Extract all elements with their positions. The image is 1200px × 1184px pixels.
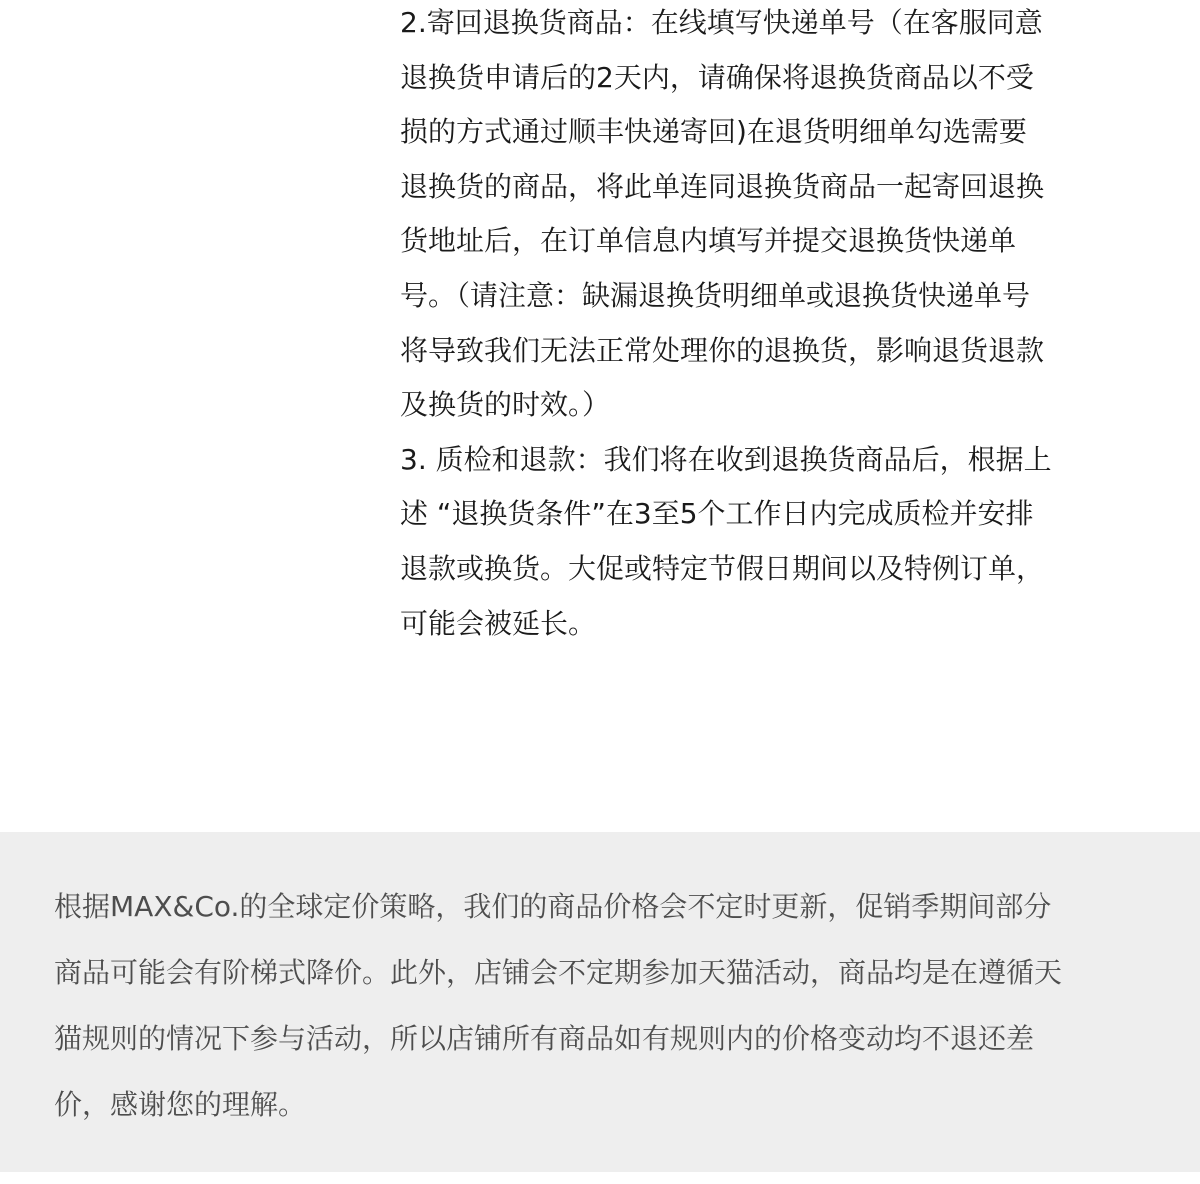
step-2-line: 将导致我们无法正常处理你的退换货，影响退货退款 (400, 333, 1045, 367)
step-3-inspection-refund (400, 437, 1100, 655)
step-2-return-goods (400, 0, 1100, 437)
pricing-notice-line: 商品可能会有阶梯式降价。此外，店铺会不定期参加天猫活动，商品均是在遵循天 (54, 956, 1063, 989)
pricing-notice-line: 猫规则的情况下参与活动，所以店铺所有商品如有规则内的价格变动均不退还差 (54, 1022, 1035, 1055)
step-2-line: 货地址后，在订单信息内填写并提交退换货快递单 (400, 224, 1017, 258)
pricing-notice-text (54, 882, 1174, 1146)
step-2-line: 退换货的商品，将此单连同退换货商品一起寄回退换 (400, 169, 1045, 203)
return-steps-section (400, 0, 1100, 655)
pricing-notice-line: 根据MAX&Co.的全球定价策略，我们的商品价格会不定时更新，促销季期间部分 (54, 890, 1052, 923)
step-2-line: 2.寄回退换货商品：在线填写快递单号（在客服同意 (400, 6, 1043, 39)
step-2-line: 号。（请注意：缺漏退换货明细单或退换货快递单号 (400, 278, 1031, 312)
step-2-line: 损的方式通过顺丰快递寄回)在退货明细单勾选需要 (400, 115, 1027, 149)
step-3-line: 3. 质检和退款：我们将在收到退换货商品后，根据上 (400, 442, 1052, 476)
pricing-notice-panel (0, 832, 1200, 1172)
step-3-line: 退款或换货。大促或特定节假日期间以及特例订单， (400, 551, 1045, 585)
step-2-line: 及换货的时效。） (400, 388, 611, 422)
pricing-notice-line: 价，感谢您的理解。 (54, 1088, 307, 1121)
step-2-line: 退换货申请后的2天内，请确保将退换货商品以不受 (400, 60, 1034, 94)
step-3-line: 可能会被延长。 (400, 606, 597, 640)
step-3-line: 述 “退换货条件”在3至5个工作日内完成质检并安排 (400, 497, 1034, 531)
